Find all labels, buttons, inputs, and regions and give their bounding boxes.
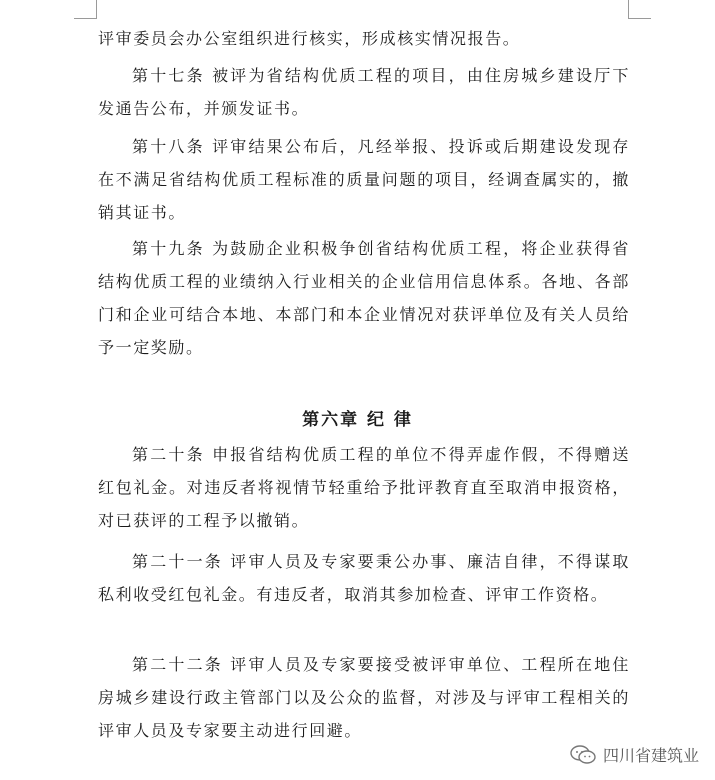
watermark-text: 四川省建筑业 [602,746,699,765]
paragraph-continuation: 评审委员会办公室组织进行核实，形成核实情况报告。 [98,29,521,48]
page-corner-mark-right [628,0,651,19]
article-19: 第十九条 为鼓励企业积极争创省结构优质工程，将企业获得省结构优质工程的业绩纳入行业相关的企业信用信息体系。各地、各部门和企业可结合本地、本部门和本企业情况对获评单位及有关人员给予一定奖励。 [98,239,630,357]
article-17: 第十七条 被评为省结构优质工程的项目，由住房城乡建设厅下发通告公布，并颁发证书。 [98,66,630,118]
article-20: 第二十条 申报省结构优质工程的单位不得弄虚作假，不得赠送红包礼金。对违反者将视情节轻重给予批评教育直至取消申报资格，对已获评的工程予以撤销。 [98,445,630,530]
watermark [569,743,699,766]
chapter-heading: 第六章 纪 律 [302,410,413,430]
article-22: 第二十二条 评审人员及专家要接受被评审单位、工程所在地住房城乡建设行政主管部门以及公众的监督，对涉及与评审工程相关的评审人员及专家要主动进行回避。 [98,655,630,740]
page-corner-mark-left [74,0,97,19]
wechat-official-account-icon [569,744,597,766]
article-21: 第二十一条 评审人员及专家要秉公办事、廉洁自律，不得谋取私利收受红包礼金。有违反者，取消其参加检查、评审工作资格。 [98,552,630,604]
article-18: 第十八条 评审结果公布后，凡经举报、投诉或后期建设发现存在不满足省结构优质工程标准的质量问题的项目，经调查属实的，撤销其证书。 [98,137,630,222]
